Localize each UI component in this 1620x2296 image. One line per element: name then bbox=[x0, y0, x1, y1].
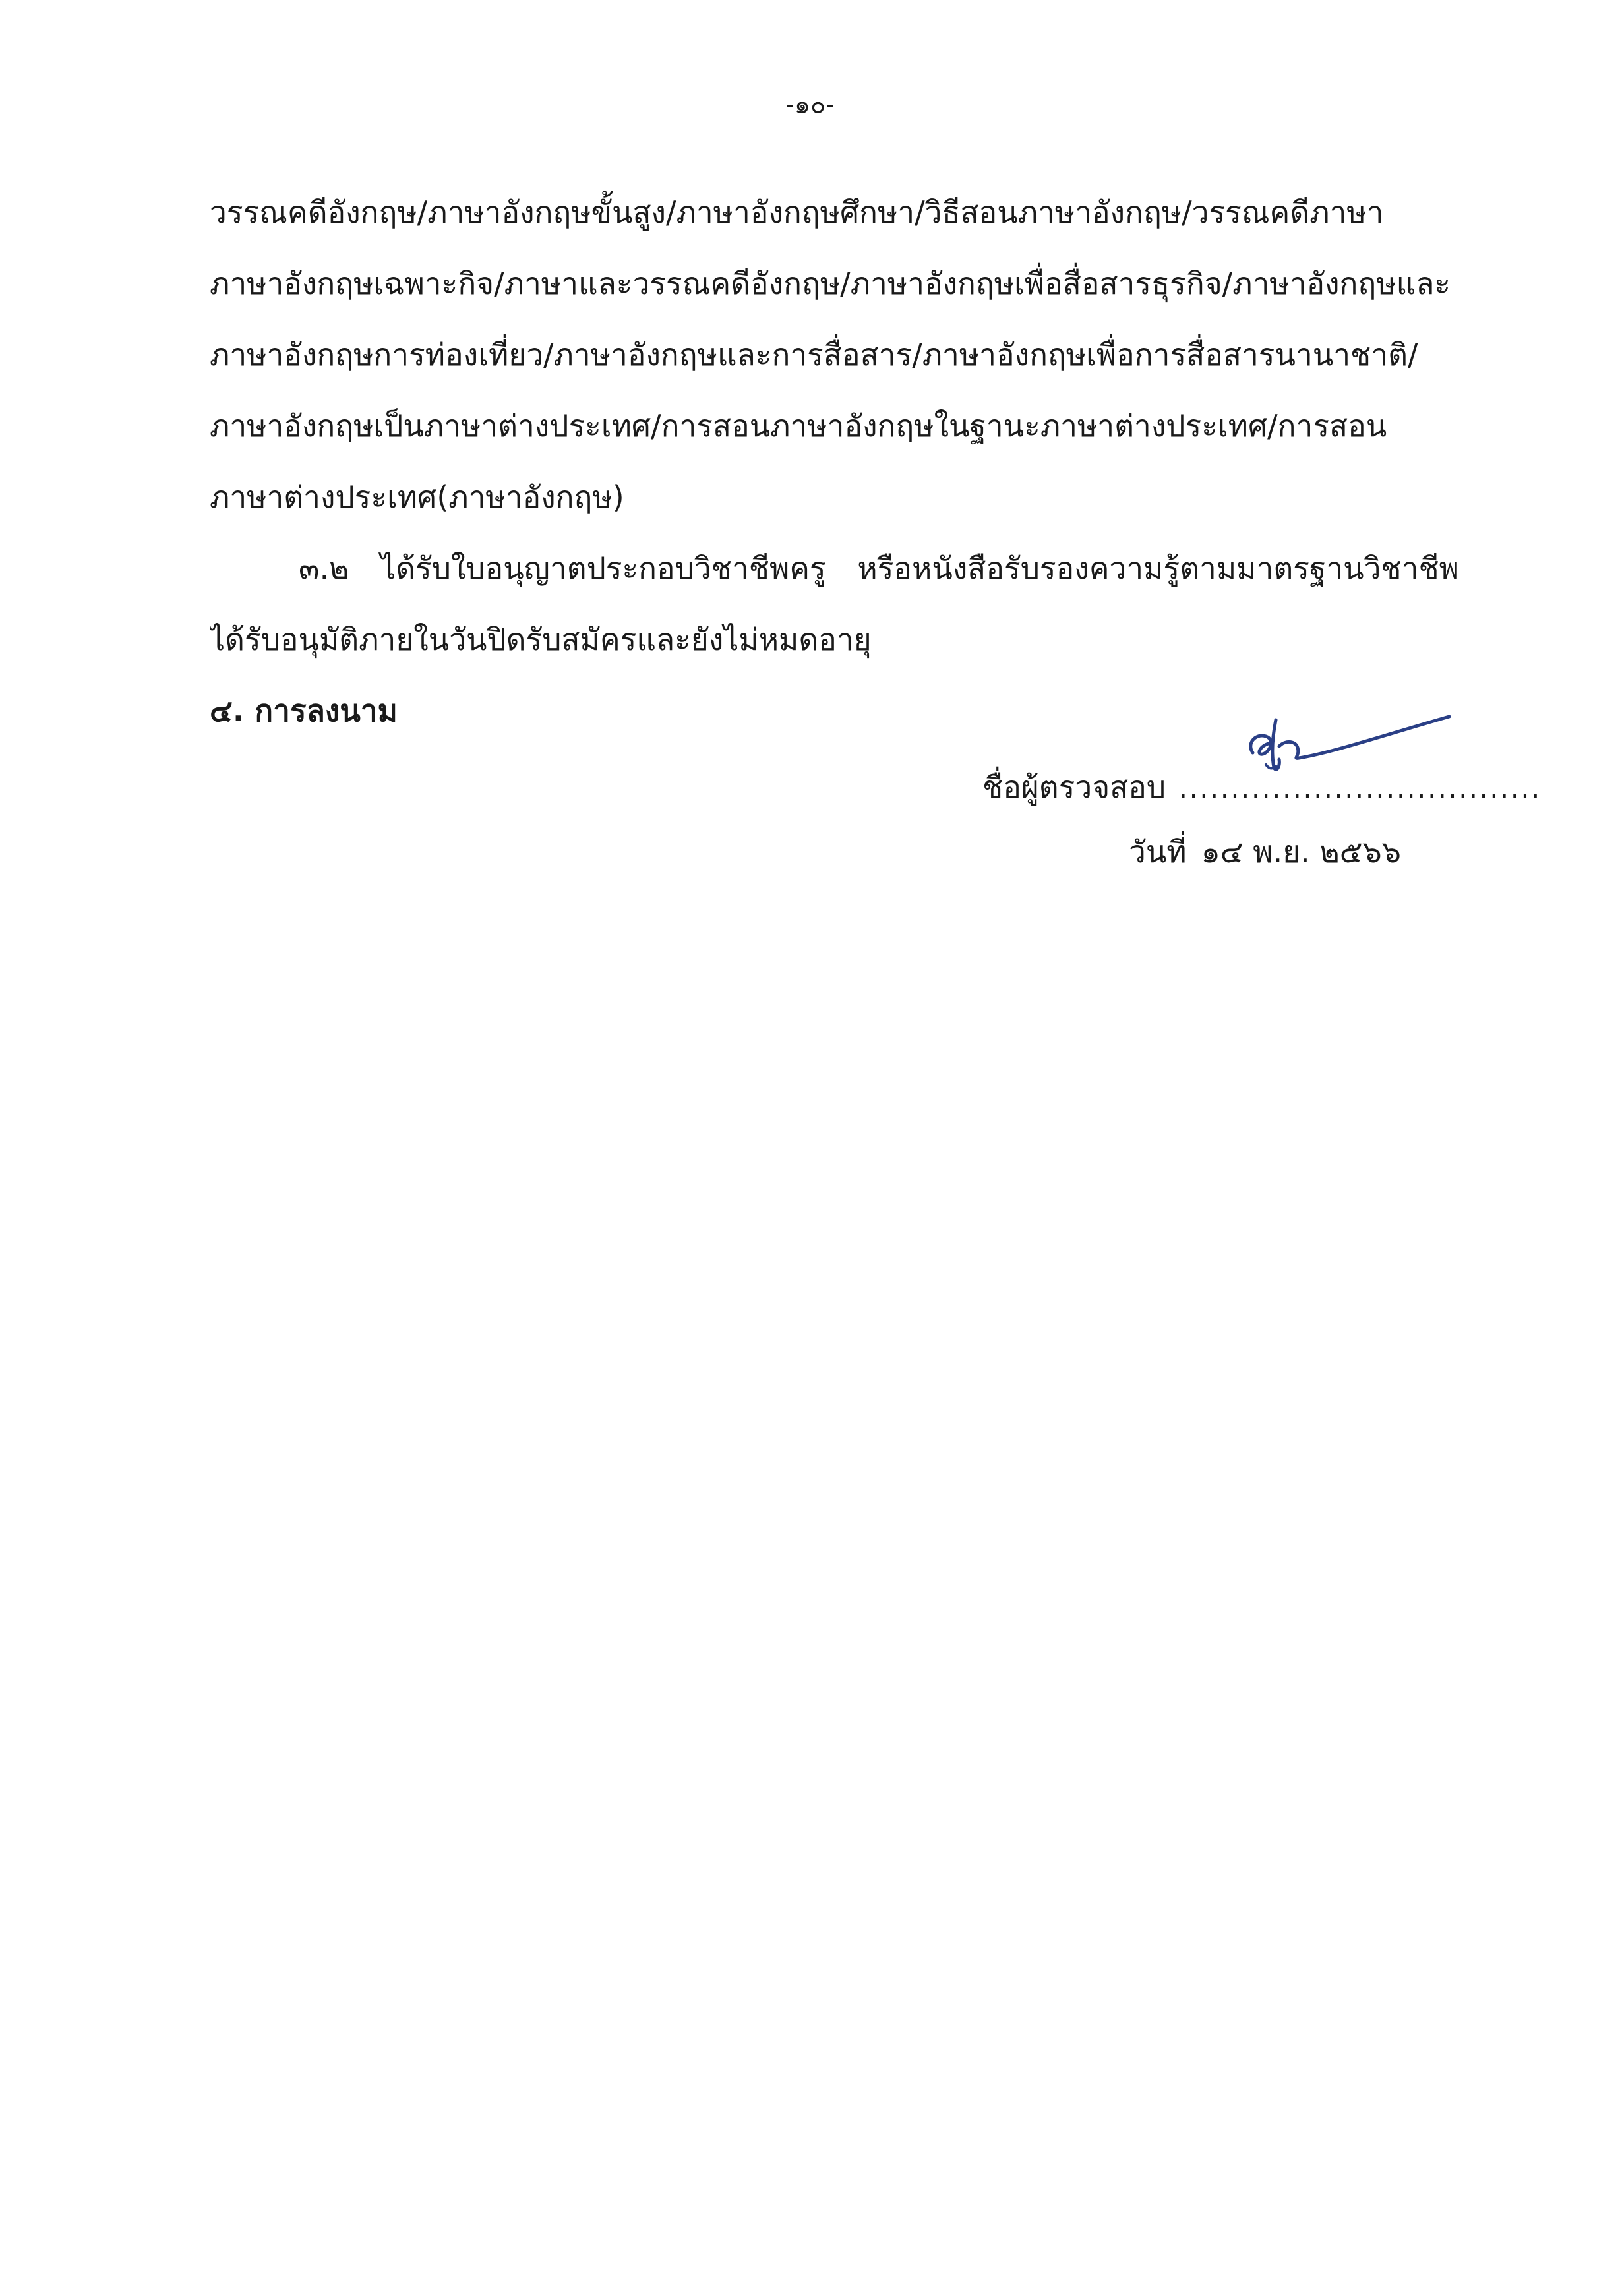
body-line-2: ภาษาอังกฤษเฉพาะกิจ/ภาษาและวรรณคดีอังกฤษ/ภาษาอังกฤษเพื่อสื่อสารธุรกิจ/ภาษาอังกฤษและ bbox=[210, 266, 1451, 301]
clause-3-2-line-2: ได้รับอนุมัติภายในวันปิดรับสมัครและยังไม่หมดอายุ bbox=[210, 622, 872, 657]
document-body bbox=[210, 177, 1459, 746]
signature-dots: ................................... bbox=[1179, 774, 1542, 804]
page-number: -๑๐- bbox=[785, 90, 835, 119]
section-4-heading: ๔. การลงนาม bbox=[210, 693, 398, 728]
inspector-label: ชื่อผู้ตรวจสอบ bbox=[982, 769, 1166, 805]
date-line bbox=[1129, 831, 1416, 873]
clause-3-2-line-1: ๓.๒ ได้รับใบอนุญาตประกอบวิชาชีพครู หรือหนังสือรับรองความรู้ตามมาตรฐานวิชาชีพ bbox=[299, 550, 1459, 586]
body-line-5: ภาษาต่างประเทศ(ภาษาอังกฤษ) bbox=[210, 479, 624, 515]
body-line-3: ภาษาอังกฤษการท่องเที่ยว/ภาษาอังกฤษและการสื่อสาร/ภาษาอังกฤษเพื่อการสื่อสารนานาชาติ/ bbox=[210, 337, 1418, 372]
inspector-line bbox=[982, 766, 1542, 808]
body-line-4: ภาษาอังกฤษเป็นภาษาต่างประเทศ/การสอนภาษาอังกฤษในฐานะภาษาต่างประเทศ/การสอน bbox=[210, 408, 1387, 444]
date-label: วันที่ bbox=[1129, 834, 1187, 869]
date-value: ๑๔ พ.ย. ๒๕๖๖ bbox=[1201, 834, 1401, 869]
body-line-1: วรรณคดีอังกฤษ/ภาษาอังกฤษขั้นสูง/ภาษาอังกฤษศึกษา/วิธีสอนภาษาอังกฤษ/วรรณคดีภาษา bbox=[210, 194, 1384, 230]
